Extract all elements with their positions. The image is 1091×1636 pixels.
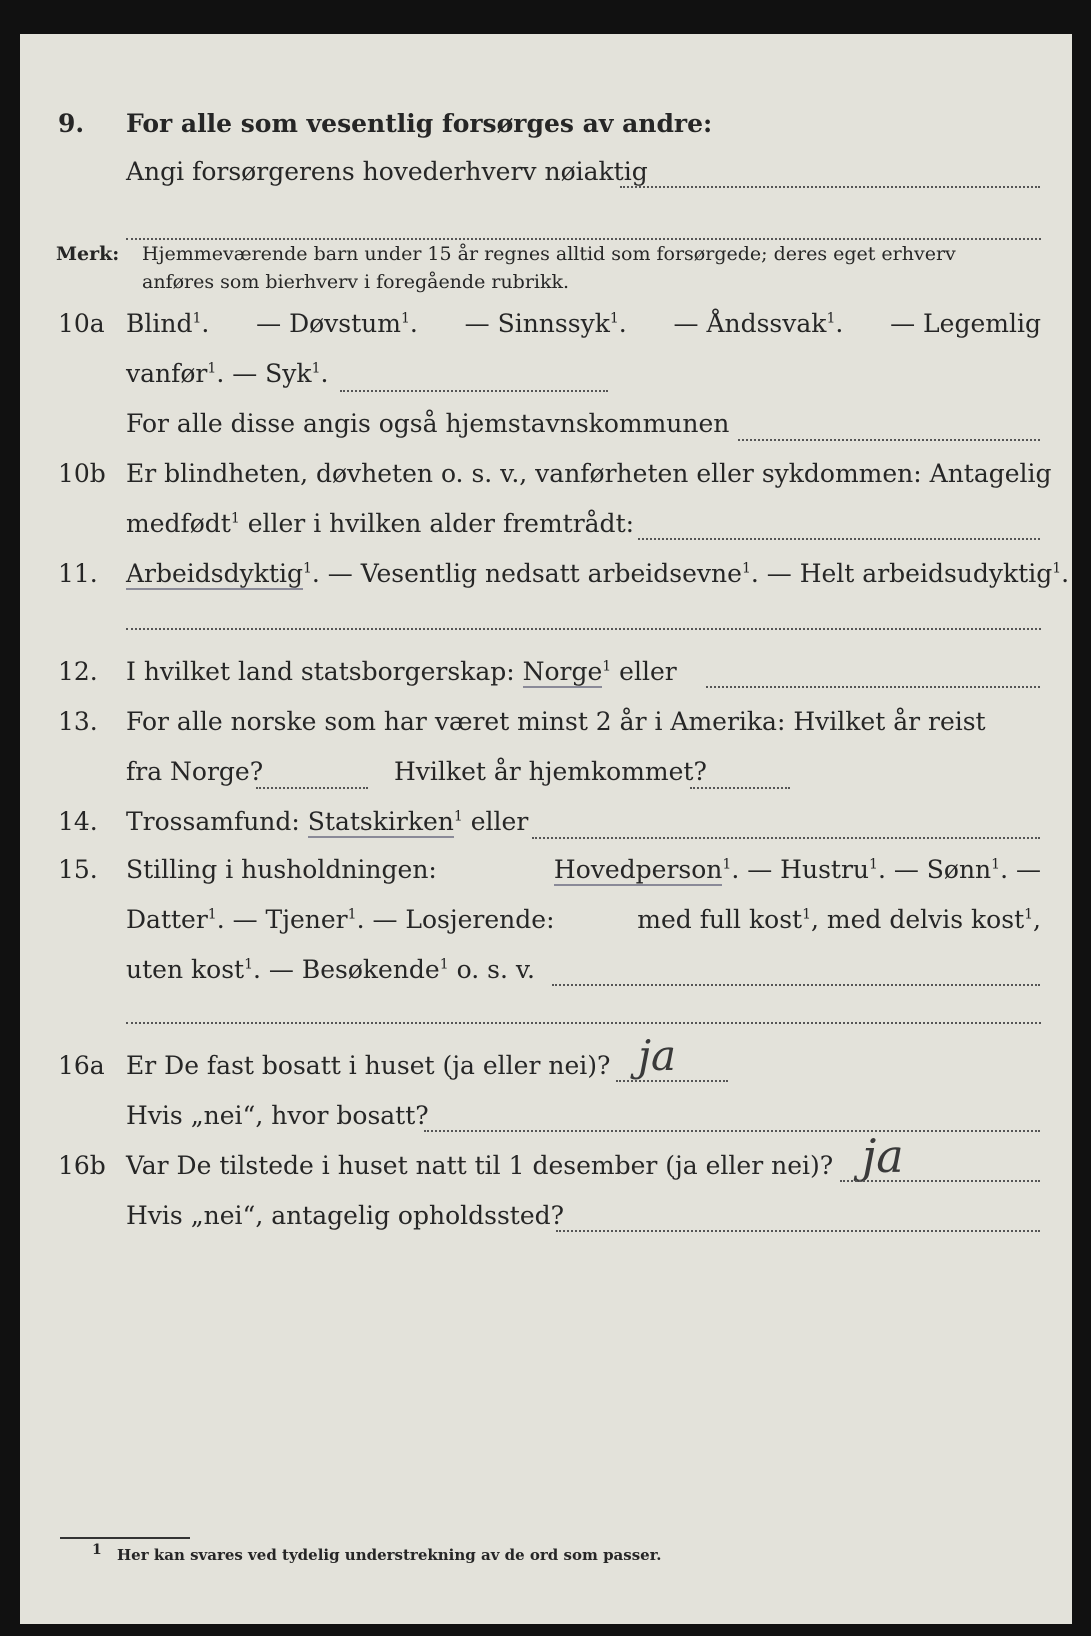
option-legemlig[interactable]: — Legemlig [890,309,1041,338]
q15-line1-options: Stilling i husholdningen: Hovedperson$^1$. — Hustru$^1$. — Sønn$^1$. — [126,855,1041,884]
q14-number: 14. [58,807,98,836]
q13-reist-field[interactable] [256,787,368,789]
q15-extra-line[interactable] [126,1022,1041,1024]
footnote [92,1542,662,1564]
q16a-answer-field[interactable] [616,1080,728,1082]
q10a-syk-field[interactable] [340,390,608,392]
footnote-rule [60,1537,190,1539]
q15-number: 15. [58,855,98,884]
q14-line [20,802,1072,842]
option-sinnssyk[interactable]: — Sinnssyk$^1$. [464,309,627,338]
option-arbeidsdyktig-underlined[interactable]: Arbeidsdyktig [126,559,303,588]
q14-other-field[interactable] [532,837,1040,839]
q9-number: 9. [58,109,85,138]
q16a-question: Er De fast bosatt i huset (ja eller nei)? [126,1051,611,1080]
q12-other-country-field[interactable] [706,686,1040,688]
merk-label: Merk: [56,243,120,265]
option-hovedperson-underlined[interactable]: Hovedperson [553,855,723,884]
q10b-line2-text: medfødt$^1$ eller i hvilken alder fremtrådt: [126,509,635,538]
q13-line1-text: For alle norske som har været minst 2 år i Amerika: Hvilket år reist [126,707,986,736]
q15-line1 [20,850,1072,890]
q12-text: I hvilket land statsborgerskap: Norge$^1$ eller [126,657,677,686]
option-nedsatt[interactable]: . — Vesentlig nedsatt arbeidsevne [311,559,742,588]
q9-title: For alle som vesentlig forsørges av andre: [126,109,713,138]
option-andssvak[interactable]: — Åndssvak$^1$. [673,309,844,338]
q10b-number: 10b [58,459,106,488]
q13-line1 [20,702,1072,742]
option-statskirken-underlined[interactable]: Statskirken [307,807,454,836]
q13-hjemkommet-field[interactable] [690,787,790,789]
q10a-number: 10a [58,309,105,338]
q10a-line3 [20,404,1072,444]
q13-hjemkommet-label: Hvilket år hjemkommet? [394,757,707,786]
hjemstavnskommune-field[interactable] [738,439,1040,441]
q10a-line2-text: vanfør$^1$. — Syk$^1$. [126,359,329,388]
q15-other-field[interactable] [552,984,1040,986]
q16a-number: 16a [58,1051,105,1080]
merk-line2 [20,262,1072,302]
option-norge-underlined[interactable]: Norge [522,657,603,686]
q16b-number: 16b [58,1151,106,1180]
q16a-bosatt-field[interactable] [424,1130,1040,1132]
q9-line2-text: Angi forsørgerens hovederhverv nøiaktig [126,157,648,186]
q16b-handwritten-answer: ja [862,1129,904,1183]
q13-line2 [20,752,1072,792]
q10a-line2 [20,354,1072,394]
q16a-line2-text: Hvis „nei“, hvor bosatt? [126,1101,429,1130]
option-syk[interactable]: . — Syk [216,359,312,388]
q13-reist-label: fra Norge? [126,757,264,786]
q10b-line1 [20,454,1072,494]
q9-answer-field[interactable] [620,186,1040,188]
q11-number: 11. [58,559,98,588]
q10a-line3-text: For alle disse angis også hjemstavnskommunen [126,409,730,438]
census-form-page [20,34,1072,1624]
q11-text: Arbeidsdyktig$^1$. — Vesentlig nedsatt arbeidsevne$^1$. — Helt arbeidsudyktig$^1$. [126,559,1070,588]
q10b-answer-field[interactable] [638,538,1040,540]
q16b-question: Var De tilstede i huset natt til 1 desember (ja eller nei)? [126,1151,834,1180]
q13-number: 13. [58,707,98,736]
q11-line [20,554,1072,594]
q16b-line2-text: Hvis „nei“, antagelig opholdssted? [126,1201,565,1230]
merk-text-2: anføres som bierhverv i foregående rubrikk. [142,271,570,293]
option-dovstum[interactable]: — Døvstum$^1$. [256,309,418,338]
q14-text: Trossamfund: Statskirken$^1$ eller [126,807,529,836]
q15-line2-options: Datter$^1$. — Tjener$^1$. — Losjerende: med full kost$^1$, med delvis kost$^1$, [126,905,1041,934]
q16a-handwritten-answer: ja [638,1031,677,1080]
q12-number: 12. [58,657,98,686]
option-udyktig[interactable]: . — Helt arbeidsudyktig [750,559,1053,588]
q11-extra-line[interactable] [126,628,1041,630]
q16b-answer-field[interactable] [840,1180,1040,1182]
merk-text-1: Hjemmeværende barn under 15 år regnes alltid som forsørgede; deres eget erhverv [142,243,956,265]
option-blind[interactable]: Blind$^1$. [126,309,210,338]
footnote-text: Her kan svares ved tydelig understrekning av de ord som passer. [116,1546,662,1564]
q15-line2 [20,900,1072,940]
q16b-opholdssted-field[interactable] [556,1230,1040,1232]
q10b-line1-text: Er blindheten, døvheten o. s. v., vanførheten eller sykdommen: Antagelig [126,459,1052,488]
q16a-line1 [20,1046,1072,1086]
q10a-line1 [20,304,1072,344]
option-vanfor[interactable]: vanfør [126,359,208,388]
q10a-options [126,304,1041,344]
footnote-mark: 1 [92,1542,102,1558]
q9-title-line [20,104,1072,144]
q15-line3-text: uten kost$^1$. — Besøkende$^1$ o. s. v. [126,955,535,984]
